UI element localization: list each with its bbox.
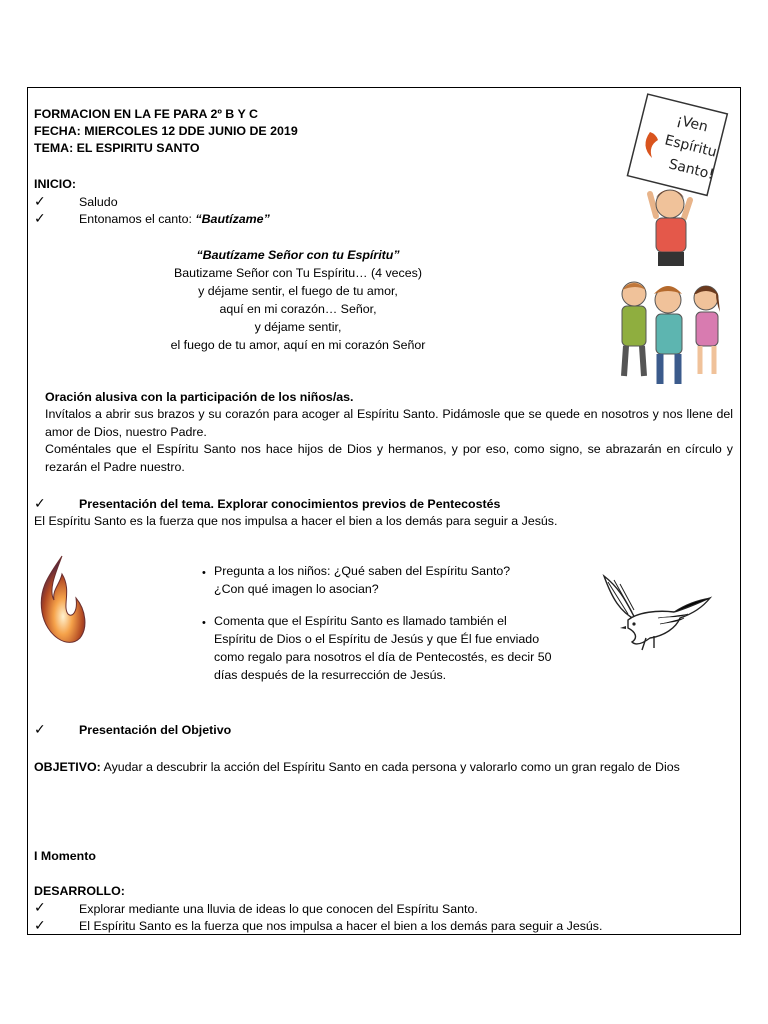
- kids-sign-illustration: [614, 94, 734, 399]
- song-title: “Bautízame Señor con tu Espíritu”: [196, 248, 400, 262]
- canto-title: “Bautízame”: [195, 212, 270, 226]
- inicio-item-saludo: Saludo: [79, 195, 118, 209]
- objetivo-paragraph: [34, 759, 734, 777]
- check-icon: ✓: [34, 721, 46, 737]
- objetivo-label: OBJETIVO:: [34, 760, 101, 774]
- bullet-2-line: Espíritu de Dios o el Espíritu de Jesús y que Él fue enviado: [214, 632, 540, 646]
- bullet-1-line: Pregunta a los niños: ¿Qué saben del Espíritu Santo?: [214, 564, 511, 578]
- dove-illustration: [598, 568, 712, 652]
- song-line: Bautizame Señor con Tu Espíritu… (4 veces): [174, 266, 422, 280]
- check-icon: ✓: [34, 899, 46, 915]
- oracion-paragraph-1: Invítalos a abrir sus brazos y su corazón para acoger al Espíritu Santo. Pidámosle que se quede en nosotros y nos llene del amor de Dios, nuestro Padre.: [45, 407, 733, 439]
- header-line-3: TEMA: EL ESPIRITU SANTO: [34, 141, 200, 155]
- bullet-2-line: días después de la resurrección de Jesús.: [214, 668, 447, 682]
- song-line: el fuego de tu amor, aquí en mi corazón Señor: [170, 338, 426, 352]
- oracion-heading: Oración alusiva con la participación de los niños/as.: [45, 390, 354, 404]
- desarrollo-heading: DESARROLLO:: [34, 884, 125, 898]
- sign-line-2: Espíritu: [663, 132, 719, 161]
- momento-heading: I Momento: [34, 849, 96, 863]
- presentacion-tema-heading: Presentación del tema. Explorar conocimientos previos de Pentecostés: [79, 497, 501, 511]
- desarrollo-item: El Espíritu Santo es la fuerza que nos impulsa a hacer el bien a los demás para seguir a Jesús.: [79, 919, 603, 933]
- header-line-1: FORMACION EN LA FE PARA 2º B Y C: [34, 107, 258, 121]
- bullet-1-line: ¿Con qué imagen lo asocian?: [214, 582, 379, 596]
- canto-prefix: Entonamos el canto:: [79, 212, 196, 226]
- header-line-2: FECHA: MIERCOLES 12 DDE JUNIO DE 2019: [34, 124, 298, 138]
- document-page: [27, 87, 741, 935]
- check-icon: ✓: [34, 193, 46, 209]
- bullet-2-line: Comenta que el Espíritu Santo es llamado también el: [214, 614, 507, 628]
- oracion-paragraph-2: Coméntales que el Espíritu Santo nos hace hijos de Dios y hermanos, y por eso, como signo, se abrazarán en círculo y rezarán el Padre nuestro.: [45, 442, 733, 474]
- song-line: aquí en mi corazón… Señor,: [219, 302, 377, 316]
- objetivo-text: Ayudar a descubrir la acción del Espíritu Santo en cada persona y valorarlo como un gran regalo de Dios: [100, 760, 680, 774]
- bullet-icon: •: [202, 617, 206, 629]
- objetivo-heading: Presentación del Objetivo: [79, 723, 232, 737]
- bullet-icon: •: [202, 567, 206, 579]
- check-icon: ✓: [34, 917, 46, 933]
- inicio-item-canto: [79, 211, 270, 229]
- presentacion-tema-text: El Espíritu Santo es la fuerza que nos impulsa a hacer el bien a los demás para seguir a Jesús.: [34, 514, 558, 528]
- bullet-2-line: como regalo para nosotros el día de Pentecostés, es decir 50: [214, 650, 552, 664]
- sign-line-1: ¡Ven: [675, 112, 710, 136]
- inicio-heading: INICIO:: [34, 177, 76, 191]
- flame-illustration: [32, 554, 88, 650]
- desarrollo-item: Explorar mediante una lluvia de ideas lo que conocen del Espíritu Santo.: [79, 902, 478, 916]
- song-line: y déjame sentir,: [254, 320, 342, 334]
- song-line: y déjame sentir, el fuego de tu amor,: [198, 284, 398, 298]
- sign-line-3: Santo!: [667, 156, 716, 184]
- check-icon: ✓: [34, 495, 46, 511]
- check-icon: ✓: [34, 210, 46, 226]
